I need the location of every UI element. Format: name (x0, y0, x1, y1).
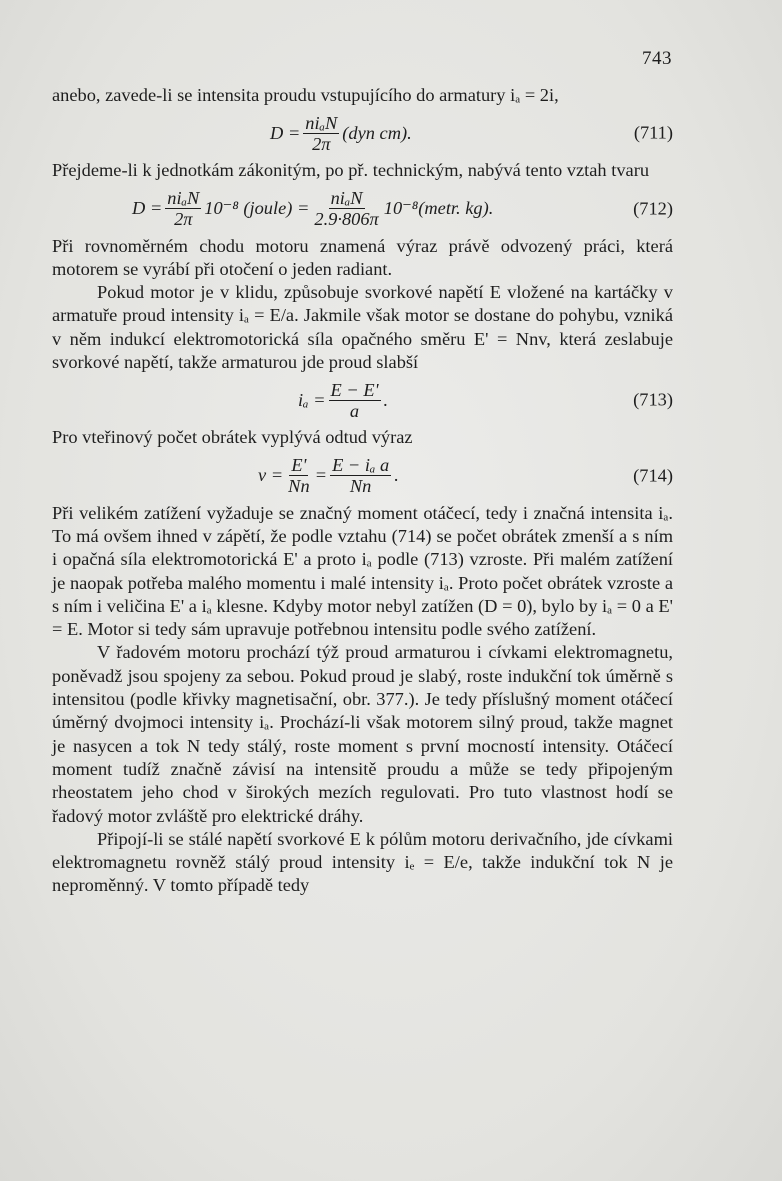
eq712-middle: 10⁻⁸ (joule) = (204, 197, 310, 218)
eq714-label: (714) (633, 465, 673, 486)
eq714-middle: = (314, 465, 328, 486)
paragraph-7: V řadovém motoru prochází týž proud armaturou i cívkami elektromagnetu, poněvadž jsou spojeny za sebou. Pokud proud je slabý, roste indukční tok úměrně s intensitou (podle křivky magnetisační, obr. 377.). Je tedy příslušný moment otáčecí úměrný dvojmoci intensity iₐ. Prochází-li však motorem silný proud, takže magnet je nasycen a tok N tedy stálý, roste moment s první mocností intensity. Otáčecí moment tudíž značně závisí na intensitě proudu a může se tedy připojeným rheostatem jeho chod v širokých mezích regulovati. Pro tuto vlastnost hodí se řadový motor zvláště pro elektrické dráhy. (52, 642, 673, 826)
eq713-numerator: E − E' (330, 379, 379, 400)
eq712-rest: 10⁻⁸(metr. kg). (383, 197, 494, 218)
eq713-denominator: a (349, 400, 360, 421)
eq712-label: (712) (633, 197, 673, 218)
eq711-label: (711) (633, 122, 673, 143)
eq712-numerator-2: niₐN (330, 188, 363, 209)
eq712-denominator-2: 2.9·806π (314, 209, 379, 230)
page-number: 743 (642, 48, 672, 69)
equation-712 (52, 185, 673, 233)
eq712-denominator-1: 2π (174, 209, 193, 230)
eq714-denominator-1: Nn (288, 476, 310, 497)
eq713-lhs: iₐ = (298, 389, 326, 410)
eq711-lhs: D = (270, 122, 301, 143)
eq711-denominator: 2π (312, 133, 331, 154)
eq713-rest: . (383, 389, 389, 410)
paragraph-3: Při rovnoměrném chodu motoru znamená výraz právě odvozený práci, která motorem se vyrábí při otočení o jeden radiant. (52, 235, 673, 279)
paragraph-1: anebo, zavede-li se intensita proudu vstupujícího do armatury iₐ = 2i, (52, 85, 559, 105)
eq714-fraction-1 (286, 455, 311, 496)
eq713-label: (713) (633, 389, 673, 410)
eq714-fraction-2 (330, 455, 391, 496)
eq712-fraction-2 (312, 188, 380, 229)
paragraph-2: Přejdeme-li k jednotkám zákonitým, po př. technickým, nabývá tento vztah tvaru (52, 160, 650, 181)
eq714-lhs: v = (258, 465, 284, 486)
eq712-lhs: D = (132, 197, 163, 218)
eq712-fraction-1 (165, 188, 201, 229)
eq713-fraction (329, 380, 381, 421)
paragraph-6: Při velikém zatížení vyžaduje se značný moment otáčecí, tedy i značná intensita iₐ. To má ovšem ihned v zápětí, že podle vztahu (714) se počet obrátek zmenší a s ním i opačná síla elektromotorická E' a proto iₐ podle (713) vzroste. Při malém zatížení je naopak potřeba malého momentu i malé intensity iₐ. Proto počet obrátek vzroste a s ním i veličina E' a iₐ klesne. Kdyby motor nebyl zatížen (D = 0), bylo by iₐ = 0 a E' = E. Motor si tedy sám upravuje potřebnou intensitu podle svého zatížení. (52, 502, 673, 640)
paragraph-8: Připojí-li se stálé napětí svorkové E k pólům motoru derivačního, jde cívkami elektromagnetu rovněž stálý proud intensity iₑ = E/e, takže indukční tok N je neproměnný. V tomto případě tedy (52, 828, 673, 896)
eq714-numerator-2: E − iₐ a (332, 455, 390, 476)
paragraph-5: Pro vteřinový počet obrátek vyplývá odtud výraz (52, 427, 413, 448)
eq714-denominator-2: Nn (349, 476, 372, 497)
paragraph-4: Pokud motor je v klidu, způsobuje svorkové napětí E vložené na kartáčky v armatuře proud intensity iₐ = E/a. Jakmile však motor se dostane do pohybu, vzniká v něm indukcí elektromotorická síla opačného směru E' = Nnv, která zeslabuje svorkové napětí, takže armaturou jde proud slabší (52, 282, 673, 373)
eq714-rest: . (394, 465, 399, 486)
eq711-rest: (dyn cm). (342, 122, 412, 143)
equation-711 (52, 109, 673, 157)
equation-713 (52, 376, 673, 424)
eq712-numerator-1: niₐN (167, 188, 200, 209)
eq714-numerator-1: E' (291, 455, 307, 476)
eq711-fraction (303, 113, 339, 154)
eq711-numerator: niₐN (305, 112, 338, 133)
equation-714 (52, 452, 673, 500)
page-body (52, 84, 673, 898)
